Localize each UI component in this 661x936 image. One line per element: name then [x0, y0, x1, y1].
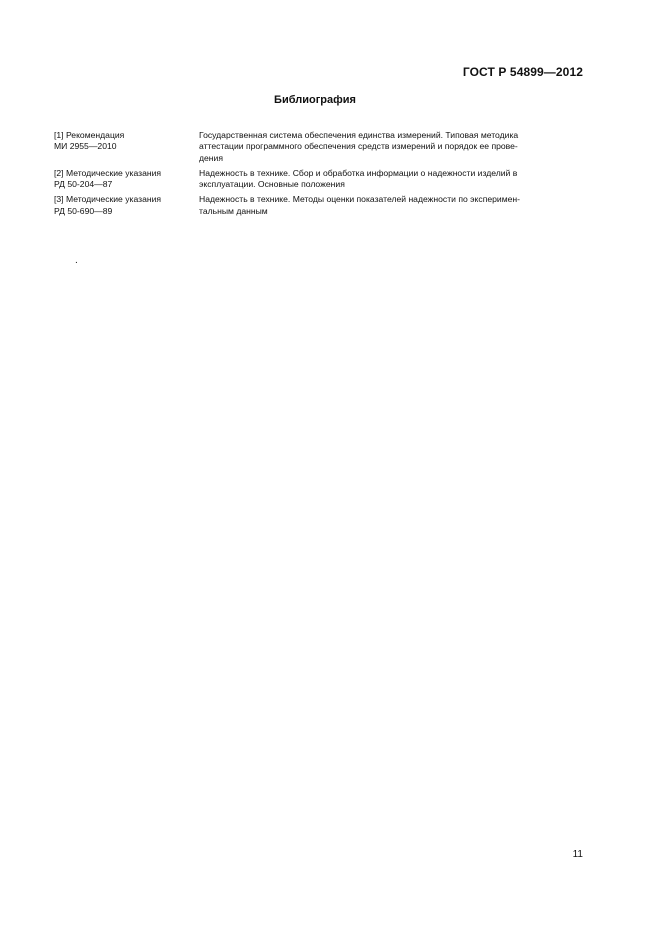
reference-line: РД 50-690—89 — [54, 205, 113, 216]
bibliography-entry — [54, 194, 584, 217]
entry-reference — [54, 130, 199, 164]
title-line: Надежность в технике. Сбор и обработка информации о надежности изделий в — [199, 167, 518, 178]
stray-mark: . — [75, 255, 78, 266]
bibliography-entry — [54, 130, 584, 164]
title-line: аттестации программного обеспечения средств измерений и порядок ее прове- — [199, 141, 518, 152]
entry-title — [199, 168, 584, 191]
page-number: 11 — [572, 849, 583, 860]
title-line: тальным данным — [199, 205, 268, 216]
reference-line: МИ 2955—2010 — [54, 141, 117, 152]
title-line: дения — [199, 152, 223, 163]
document-code: ГОСТ Р 54899—2012 — [462, 65, 583, 79]
bibliography-entry — [54, 168, 584, 191]
reference-line: [1] Рекомендация — [54, 130, 125, 140]
entry-title — [199, 130, 584, 164]
section-heading: Библиография — [274, 94, 356, 106]
title-line: Государственная система обеспечения единства измерений. Типовая методика — [199, 130, 519, 140]
entry-reference — [54, 194, 199, 217]
reference-line: [2] Методические указания — [54, 167, 162, 178]
reference-line: [3] Методические указания — [54, 194, 162, 205]
entry-reference — [54, 168, 199, 191]
entry-title — [199, 194, 584, 217]
title-line: Надежность в технике. Методы оценки показателей надежности по эксперимен- — [199, 194, 521, 205]
title-line: эксплуатации. Основные положения — [199, 179, 345, 190]
bibliography-list — [54, 130, 584, 221]
reference-line: РД 50-204—87 — [54, 179, 113, 190]
